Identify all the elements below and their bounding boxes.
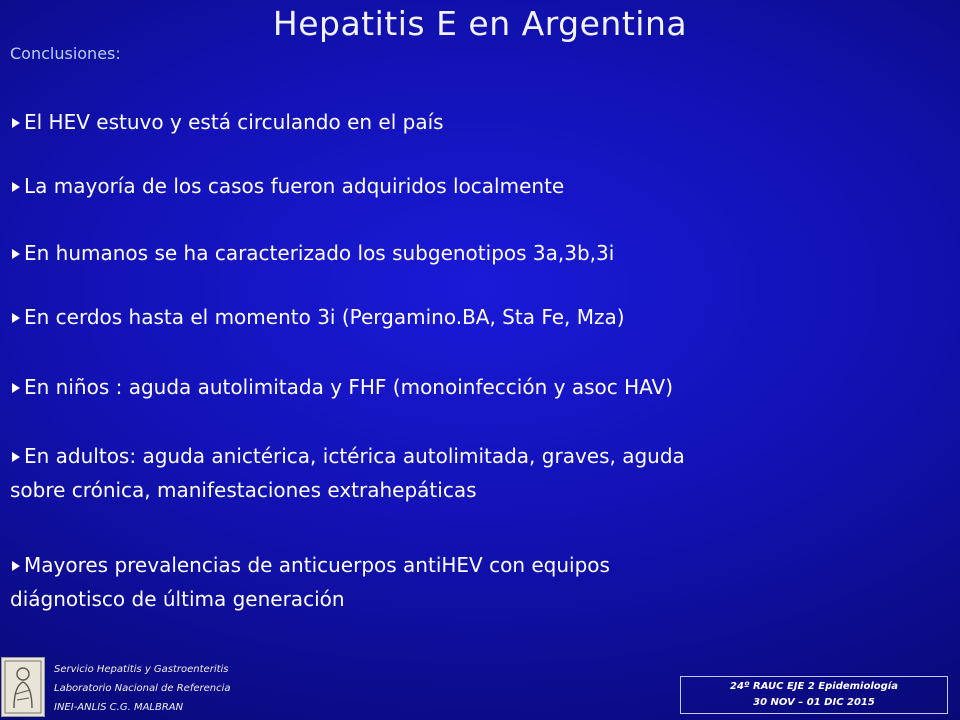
institution-line: Laboratorio Nacional de Referencia <box>54 683 231 694</box>
list-item-text: Mayores prevalencias de anticuerpos antiHEV con equipos <box>24 553 610 577</box>
list-item <box>10 236 940 270</box>
list-item <box>10 439 940 507</box>
arrow-bullet-icon <box>12 182 20 192</box>
list-item-text: En adultos: aguda anictérica, ictérica autolimitada, graves, aguda <box>24 444 685 468</box>
list-item <box>10 105 940 139</box>
institution-logo-icon <box>1 657 45 717</box>
arrow-bullet-icon <box>12 118 20 128</box>
institution-line: Servicio Hepatitis y Gastroenteritis <box>54 664 229 675</box>
arrow-bullet-icon <box>12 452 20 462</box>
event-date-line: 30 NOV – 01 DIC 2015 <box>753 697 875 708</box>
arrow-bullet-icon <box>12 561 20 571</box>
list-item <box>10 370 940 404</box>
list-item-text: La mayoría de los casos fueron adquiridos localmente <box>24 174 565 198</box>
list-item-text: En niños : aguda autolimitada y FHF (monoinfección y asoc HAV) <box>24 375 674 399</box>
list-item-text: En humanos se ha caracterizado los subgenotipos 3a,3b,3i <box>24 241 615 265</box>
institution-credits <box>54 660 231 717</box>
event-info-box <box>680 676 948 714</box>
slide-title: Hepatitis E en Argentina <box>272 4 688 43</box>
arrow-bullet-icon <box>12 249 20 259</box>
arrow-bullet-icon <box>12 383 20 393</box>
list-item-text-continuation: diágnotisco de última generación <box>10 587 345 611</box>
slide-subtitle: Conclusiones: <box>10 44 121 63</box>
list-item-text: En cerdos hasta el momento 3i (Pergamino.BA, Sta Fe, Mza) <box>24 305 625 329</box>
list-item <box>10 169 940 203</box>
list-item-text-continuation: sobre crónica, manifestaciones extrahepáticas <box>10 478 477 502</box>
list-item-text: El HEV estuvo y está circulando en el país <box>24 110 444 134</box>
event-line: 24º RAUC EJE 2 Epidemiología <box>730 681 898 692</box>
list-item <box>10 548 940 616</box>
list-item <box>10 300 940 334</box>
arrow-bullet-icon <box>12 313 20 323</box>
institution-line: INEI-ANLIS C.G. MALBRAN <box>54 702 184 713</box>
